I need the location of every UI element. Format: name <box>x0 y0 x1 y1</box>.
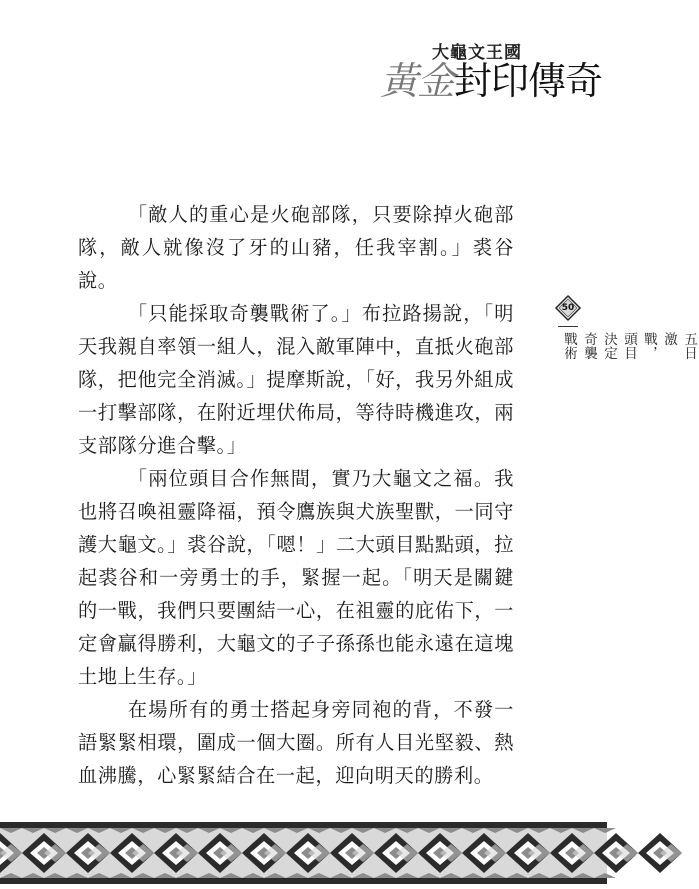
paragraph: 「兩位頭目合作無間，實乃大龜文之福。我也將召喚祖靈降福，預令鷹族與犬族聖獸，一同守護大龜文。」裘谷說，「嗯！」二大頭目點點頭，拉起裘谷和一旁勇士的手，緊握一起。「明天是關鍵的一戰，我們只要團結一心，在祖靈的庇佑下，一定會贏得勝利，大龜文的子子孫孫也能永遠在這塊土地上生存。」 <box>78 467 514 688</box>
page-number-badge <box>556 296 580 320</box>
body-text <box>78 198 514 792</box>
book-title-first: 黃金 <box>380 59 455 103</box>
divider <box>558 326 578 327</box>
series-title: 大龜文王國 <box>432 43 522 63</box>
pattern-band-icon <box>0 822 607 884</box>
page-number: 50 <box>561 303 575 313</box>
book-title-rest: 封印傳奇 <box>454 59 603 103</box>
paragraph: 「敵人的重心是火砲部隊，只要除掉火砲部隊，敵人就像沒了牙的山豬，任我宰割。」裘谷說。 <box>78 203 514 292</box>
paragraph: 「只能採取奇襲戰術了。」布拉路揚說，「明天我親自率領一組人，混入敵軍陣中，直抵火砲部隊，把他完全消滅。」提摩斯說，「好，我另外組成一打擊部隊，在附近埋伏佈局，等待時機進攻，兩支部隊分進合擊。」 <box>78 302 514 457</box>
chapter-title: 五日激戰，頭目決定奇襲戰術 <box>561 332 697 360</box>
book-title <box>380 59 603 103</box>
paragraph: 在場所有的勇士搭起身旁同袍的背，不發一語緊緊相環，圍成一個大圈。所有人目光堅毅、熱血沸騰，心緊緊結合在一起，迎向明天的勝利。 <box>78 698 514 787</box>
decorative-band <box>0 822 607 884</box>
